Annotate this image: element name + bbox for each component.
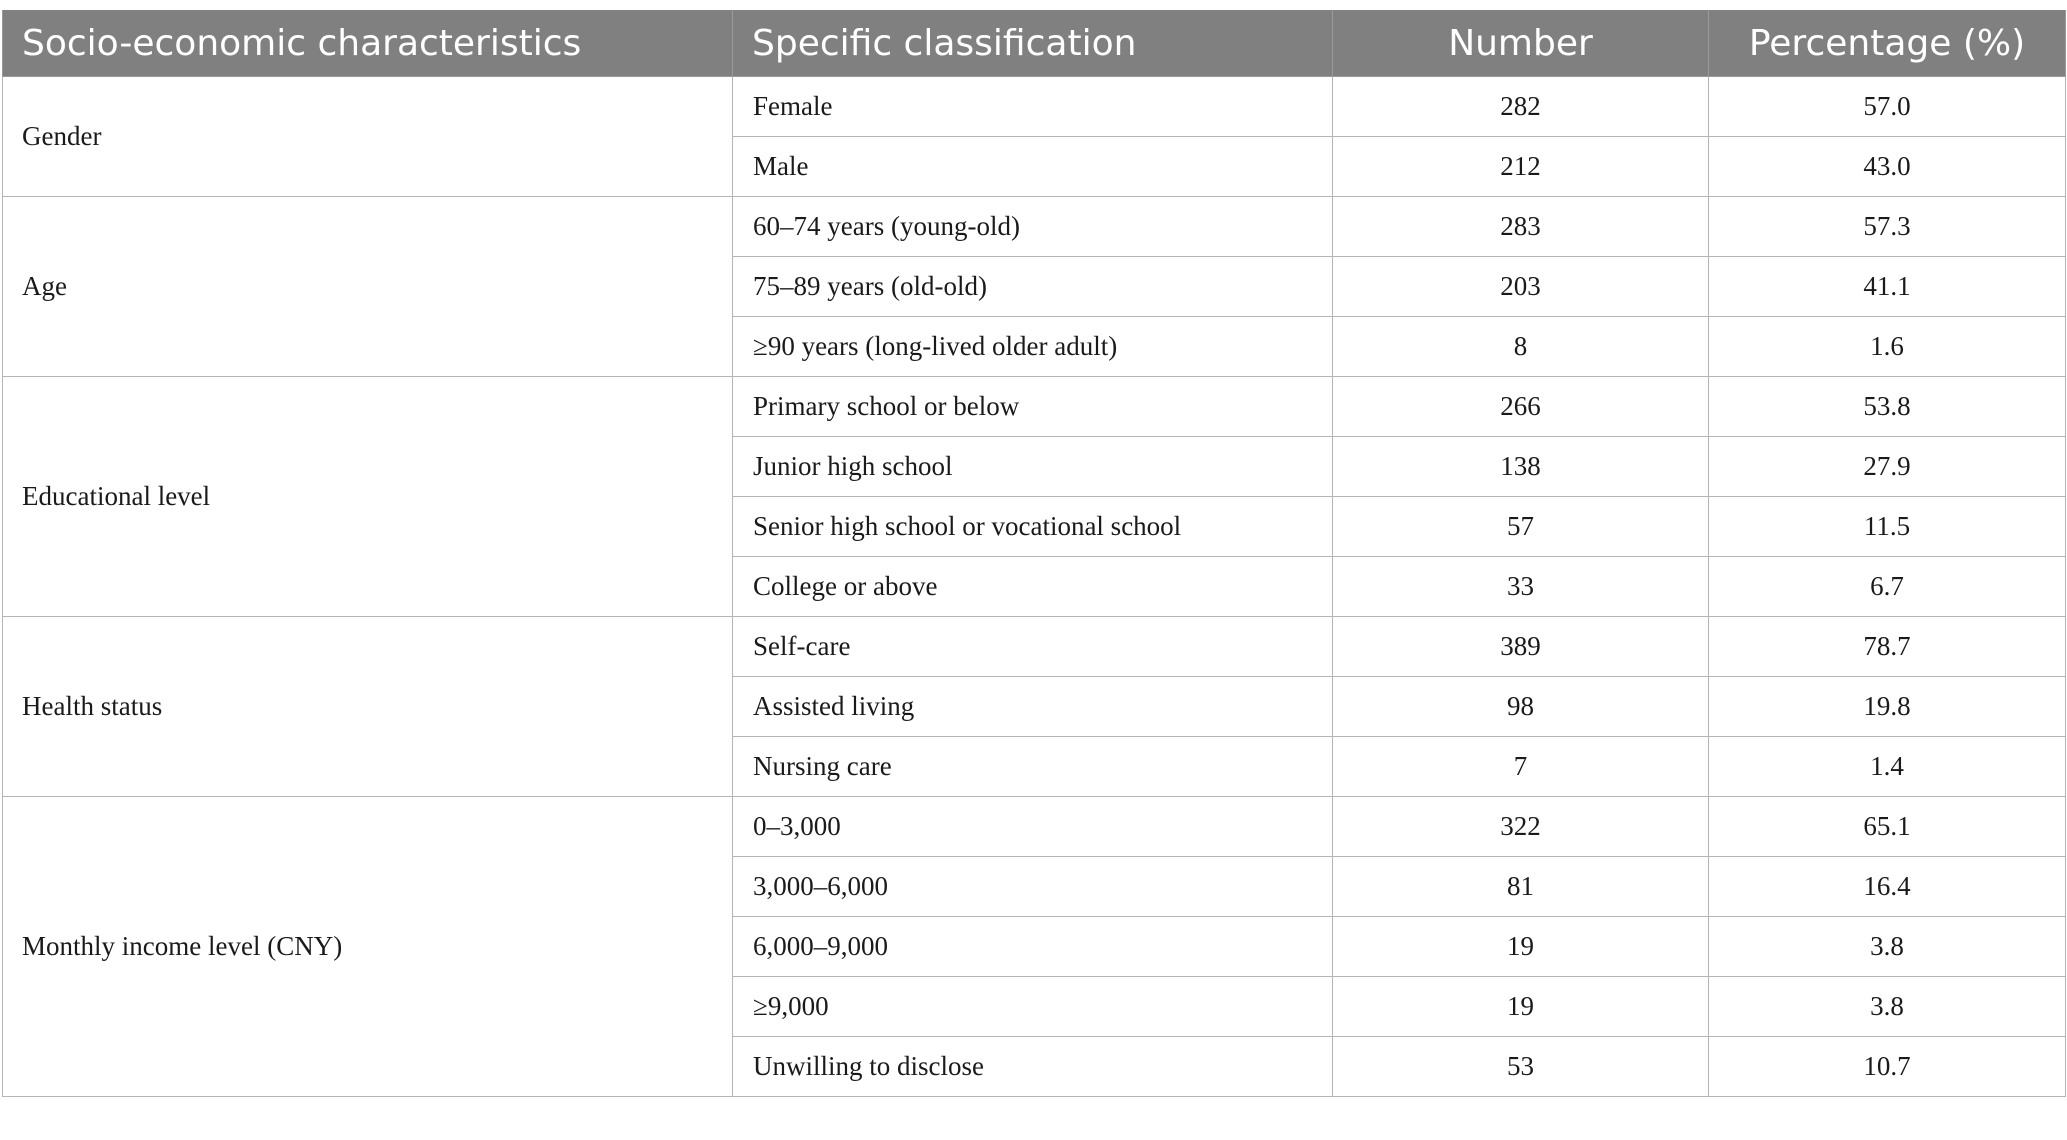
header-number: Number <box>1333 10 1709 77</box>
classification-cell: Female <box>733 77 1333 137</box>
classification-cell: Assisted living <box>733 677 1333 737</box>
number-cell: 98 <box>1333 677 1709 737</box>
header-classification: Specific classification <box>733 10 1333 77</box>
classification-cell: 6,000–9,000 <box>733 917 1333 977</box>
number-cell: 8 <box>1333 317 1709 377</box>
percentage-cell: 3.8 <box>1709 917 2066 977</box>
number-cell: 138 <box>1333 437 1709 497</box>
percentage-cell: 3.8 <box>1709 977 2066 1037</box>
classification-cell: Junior high school <box>733 437 1333 497</box>
socio-economic-table <box>2 10 2066 1097</box>
percentage-cell: 78.7 <box>1709 617 2066 677</box>
percentage-cell: 43.0 <box>1709 137 2066 197</box>
percentage-cell: 6.7 <box>1709 557 2066 617</box>
table-body <box>3 77 2066 1097</box>
number-cell: 203 <box>1333 257 1709 317</box>
group-label-income: Monthly income level (CNY) <box>3 797 733 1097</box>
number-cell: 283 <box>1333 197 1709 257</box>
number-cell: 53 <box>1333 1037 1709 1097</box>
group-label-gender: Gender <box>3 77 733 197</box>
classification-cell: 75–89 years (old-old) <box>733 257 1333 317</box>
table-row <box>3 77 2066 137</box>
percentage-cell: 53.8 <box>1709 377 2066 437</box>
classification-cell: Nursing care <box>733 737 1333 797</box>
percentage-cell: 57.0 <box>1709 77 2066 137</box>
header-row <box>3 10 2066 77</box>
number-cell: 33 <box>1333 557 1709 617</box>
percentage-cell: 57.3 <box>1709 197 2066 257</box>
number-cell: 282 <box>1333 77 1709 137</box>
data-table-container <box>2 10 2065 1097</box>
classification-cell: College or above <box>733 557 1333 617</box>
percentage-cell: 1.4 <box>1709 737 2066 797</box>
classification-cell: Male <box>733 137 1333 197</box>
percentage-cell: 65.1 <box>1709 797 2066 857</box>
number-cell: 19 <box>1333 917 1709 977</box>
header-characteristic: Socio-economic characteristics <box>3 10 733 77</box>
percentage-cell: 11.5 <box>1709 497 2066 557</box>
classification-cell: Self-care <box>733 617 1333 677</box>
percentage-cell: 10.7 <box>1709 1037 2066 1097</box>
table-row <box>3 377 2066 437</box>
number-cell: 212 <box>1333 137 1709 197</box>
group-label-education: Educational level <box>3 377 733 617</box>
percentage-cell: 19.8 <box>1709 677 2066 737</box>
classification-cell: ≥9,000 <box>733 977 1333 1037</box>
number-cell: 19 <box>1333 977 1709 1037</box>
table-row <box>3 797 2066 857</box>
number-cell: 322 <box>1333 797 1709 857</box>
table-row <box>3 197 2066 257</box>
number-cell: 389 <box>1333 617 1709 677</box>
classification-cell: 3,000–6,000 <box>733 857 1333 917</box>
header-percentage: Percentage (%) <box>1709 10 2066 77</box>
classification-cell: ≥90 years (long-lived older adult) <box>733 317 1333 377</box>
number-cell: 266 <box>1333 377 1709 437</box>
percentage-cell: 1.6 <box>1709 317 2066 377</box>
classification-cell: 60–74 years (young-old) <box>733 197 1333 257</box>
group-label-age: Age <box>3 197 733 377</box>
table-header <box>3 10 2066 77</box>
classification-cell: Senior high school or vocational school <box>733 497 1333 557</box>
number-cell: 81 <box>1333 857 1709 917</box>
classification-cell: 0–3,000 <box>733 797 1333 857</box>
classification-cell: Unwilling to disclose <box>733 1037 1333 1097</box>
group-label-health: Health status <box>3 617 733 797</box>
classification-cell: Primary school or below <box>733 377 1333 437</box>
table-row <box>3 617 2066 677</box>
number-cell: 57 <box>1333 497 1709 557</box>
percentage-cell: 41.1 <box>1709 257 2066 317</box>
percentage-cell: 16.4 <box>1709 857 2066 917</box>
percentage-cell: 27.9 <box>1709 437 2066 497</box>
number-cell: 7 <box>1333 737 1709 797</box>
